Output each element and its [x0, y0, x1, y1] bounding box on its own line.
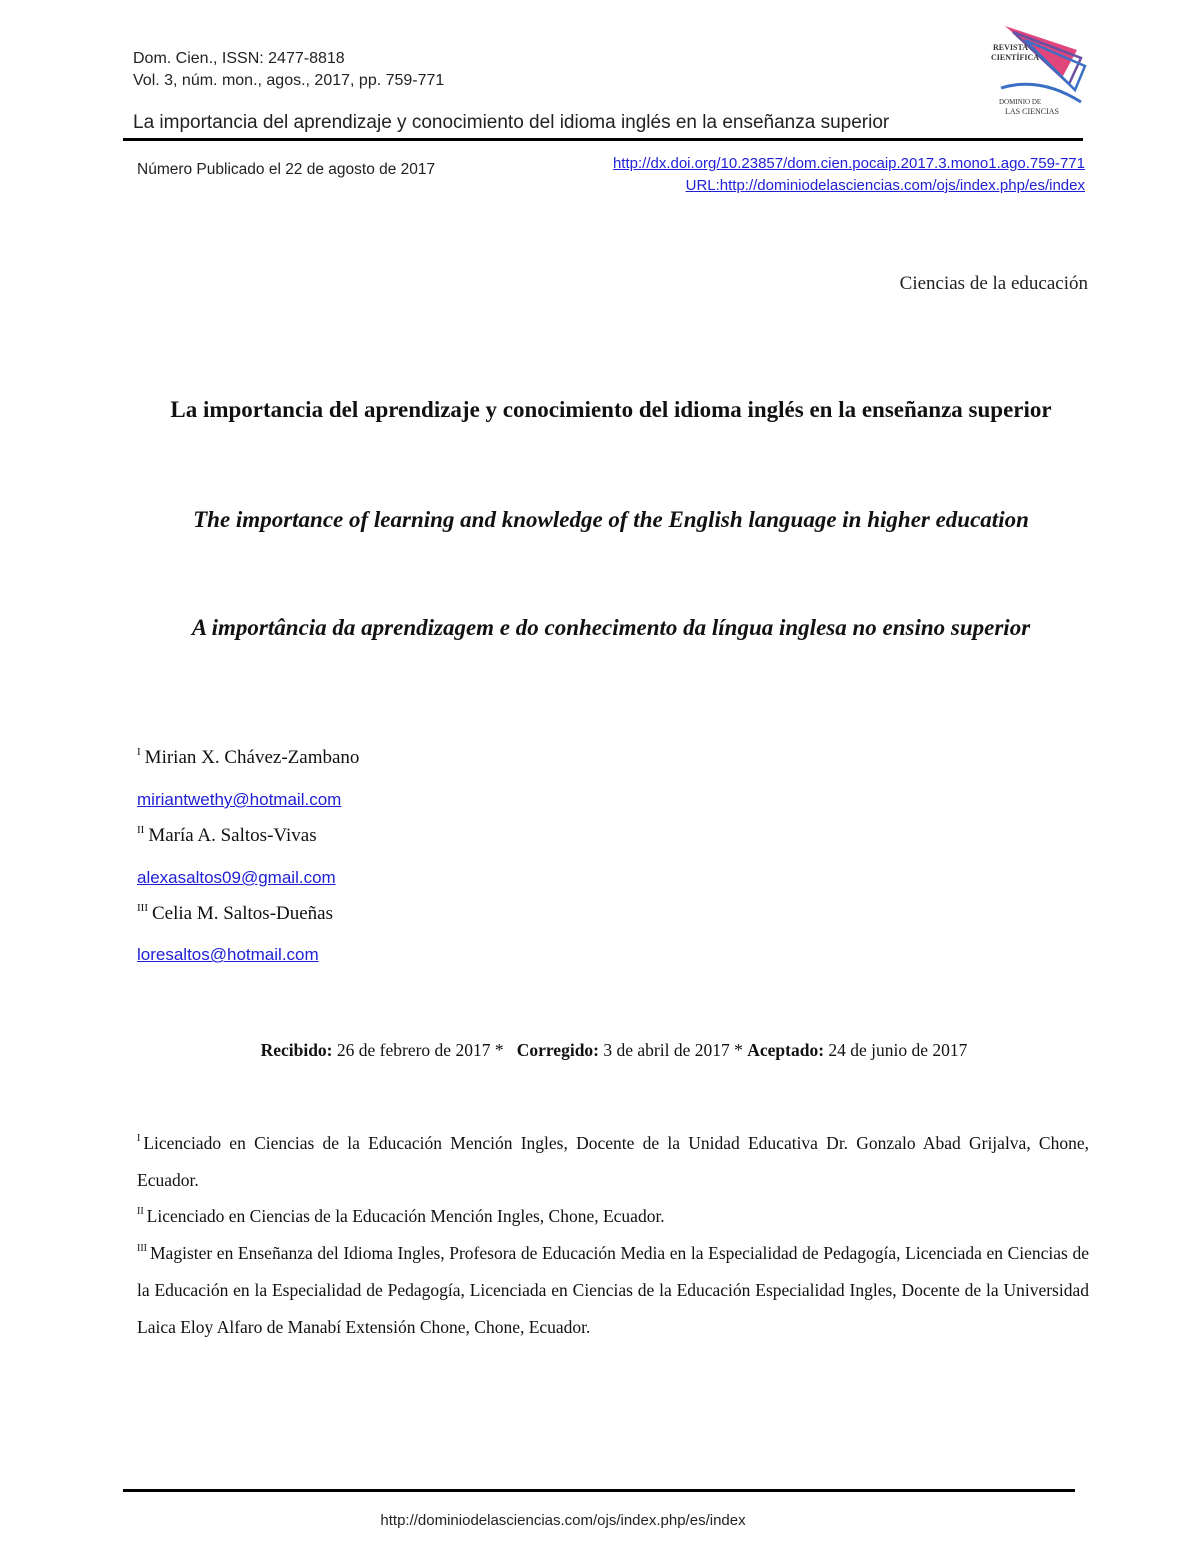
- author-2-email[interactable]: alexasaltos09@gmail.com: [137, 868, 336, 887]
- logo-text-3: DOMINIO DE: [999, 98, 1042, 106]
- title-english: The importance of learning and knowledge of the English language in higher education: [193, 507, 1029, 532]
- affiliation-2: [137, 1193, 1089, 1235]
- author-3: [137, 902, 333, 925]
- accepted-date: 24 de junio de 2017: [828, 1040, 968, 1060]
- logo-text-4: LAS CIENCIAS: [1005, 107, 1060, 116]
- author-name: Celia M. Saltos-Dueñas: [152, 903, 334, 924]
- logo-text-1: REVISTA: [993, 43, 1028, 52]
- accepted-label: Aceptado:: [747, 1040, 825, 1060]
- journal-issn: Dom. Cien., ISSN: 2477-8818: [133, 50, 345, 67]
- received-date: 26 de febrero de 2017 *: [336, 1040, 504, 1060]
- footer-url[interactable]: http://dominiodelasciencias.com/ojs/index.php/es/index: [380, 1512, 746, 1529]
- title-spanish: La importancia del aprendizaje y conocimiento del idioma inglés en la enseñanza superior: [170, 397, 1052, 422]
- author-3-email[interactable]: loresaltos@hotmail.com: [137, 945, 319, 964]
- author-1: [137, 746, 359, 769]
- affiliation-mark: III: [137, 1243, 147, 1254]
- doi-link[interactable]: http://dx.doi.org/10.23857/dom.cien.pocaip.2017.3.mono1.ago.759-771: [612, 155, 1085, 172]
- affiliation-mark: I: [137, 1133, 141, 1144]
- author-mark: I: [137, 746, 141, 758]
- affiliation-text: Licenciado en Ciencias de la Educación Mención Ingles, Docente de la Unidad Educativa Dr. Gonzalo Abad Grijalva, Chone, Ecuador.: [137, 1133, 1089, 1190]
- section-label: Ciencias de la educación: [899, 273, 1088, 294]
- author-name: María A. Saltos-Vivas: [148, 825, 317, 846]
- affiliation-mark: II: [137, 1206, 144, 1217]
- header-rule: [123, 138, 1083, 141]
- received-label: Recibido:: [260, 1040, 333, 1060]
- published-date: Número Publicado el 22 de agosto de 2017: [137, 161, 436, 178]
- logo-text-2: CIENTÍFICA: [991, 53, 1040, 62]
- affiliation-text: Licenciado en Ciencias de la Educación Mención Ingles, Chone, Ecuador.: [146, 1206, 665, 1226]
- submission-dates: [0, 1040, 1200, 1061]
- corrected-label: Corregido:: [516, 1040, 599, 1060]
- author-2: [137, 824, 317, 847]
- affiliation-1: [137, 1120, 1089, 1199]
- affiliation-3: [137, 1230, 1089, 1346]
- author-mark: II: [137, 824, 145, 836]
- journal-volume: Vol. 3, núm. mon., agos., 2017, pp. 759-771: [133, 72, 445, 89]
- running-title: La importancia del aprendizaje y conocimiento del idioma inglés en la enseñanza superior: [133, 112, 890, 133]
- author-mark: III: [137, 902, 148, 914]
- title-portuguese: A importância da aprendizagem e do conhecimento da língua inglesa no ensino superior: [191, 615, 1031, 640]
- author-name: Mirian X. Chávez-Zambano: [144, 747, 360, 768]
- corrected-date: 3 de abril de 2017 *: [603, 1040, 743, 1060]
- footer-rule: [123, 1489, 1075, 1492]
- journal-logo: [985, 18, 1090, 123]
- author-1-email[interactable]: miriantwethy@hotmail.com: [137, 790, 342, 809]
- journal-url-link[interactable]: URL:http://dominiodelasciencias.com/ojs/index.php/es/index: [685, 177, 1085, 194]
- affiliation-text: Magister en Enseñanza del Idioma Ingles, Profesora de Educación Media en la Especialidad de Pedagogía, Licenciada en Ciencias de la Educación en la Especialidad de Pedagogía, Licenciada en Ciencias de la Educación Especialidad Ingles, Docente de la Universidad Laica Eloy Alfaro de Manabí Extensión Chone, Chone, Ecuador.: [137, 1243, 1089, 1337]
